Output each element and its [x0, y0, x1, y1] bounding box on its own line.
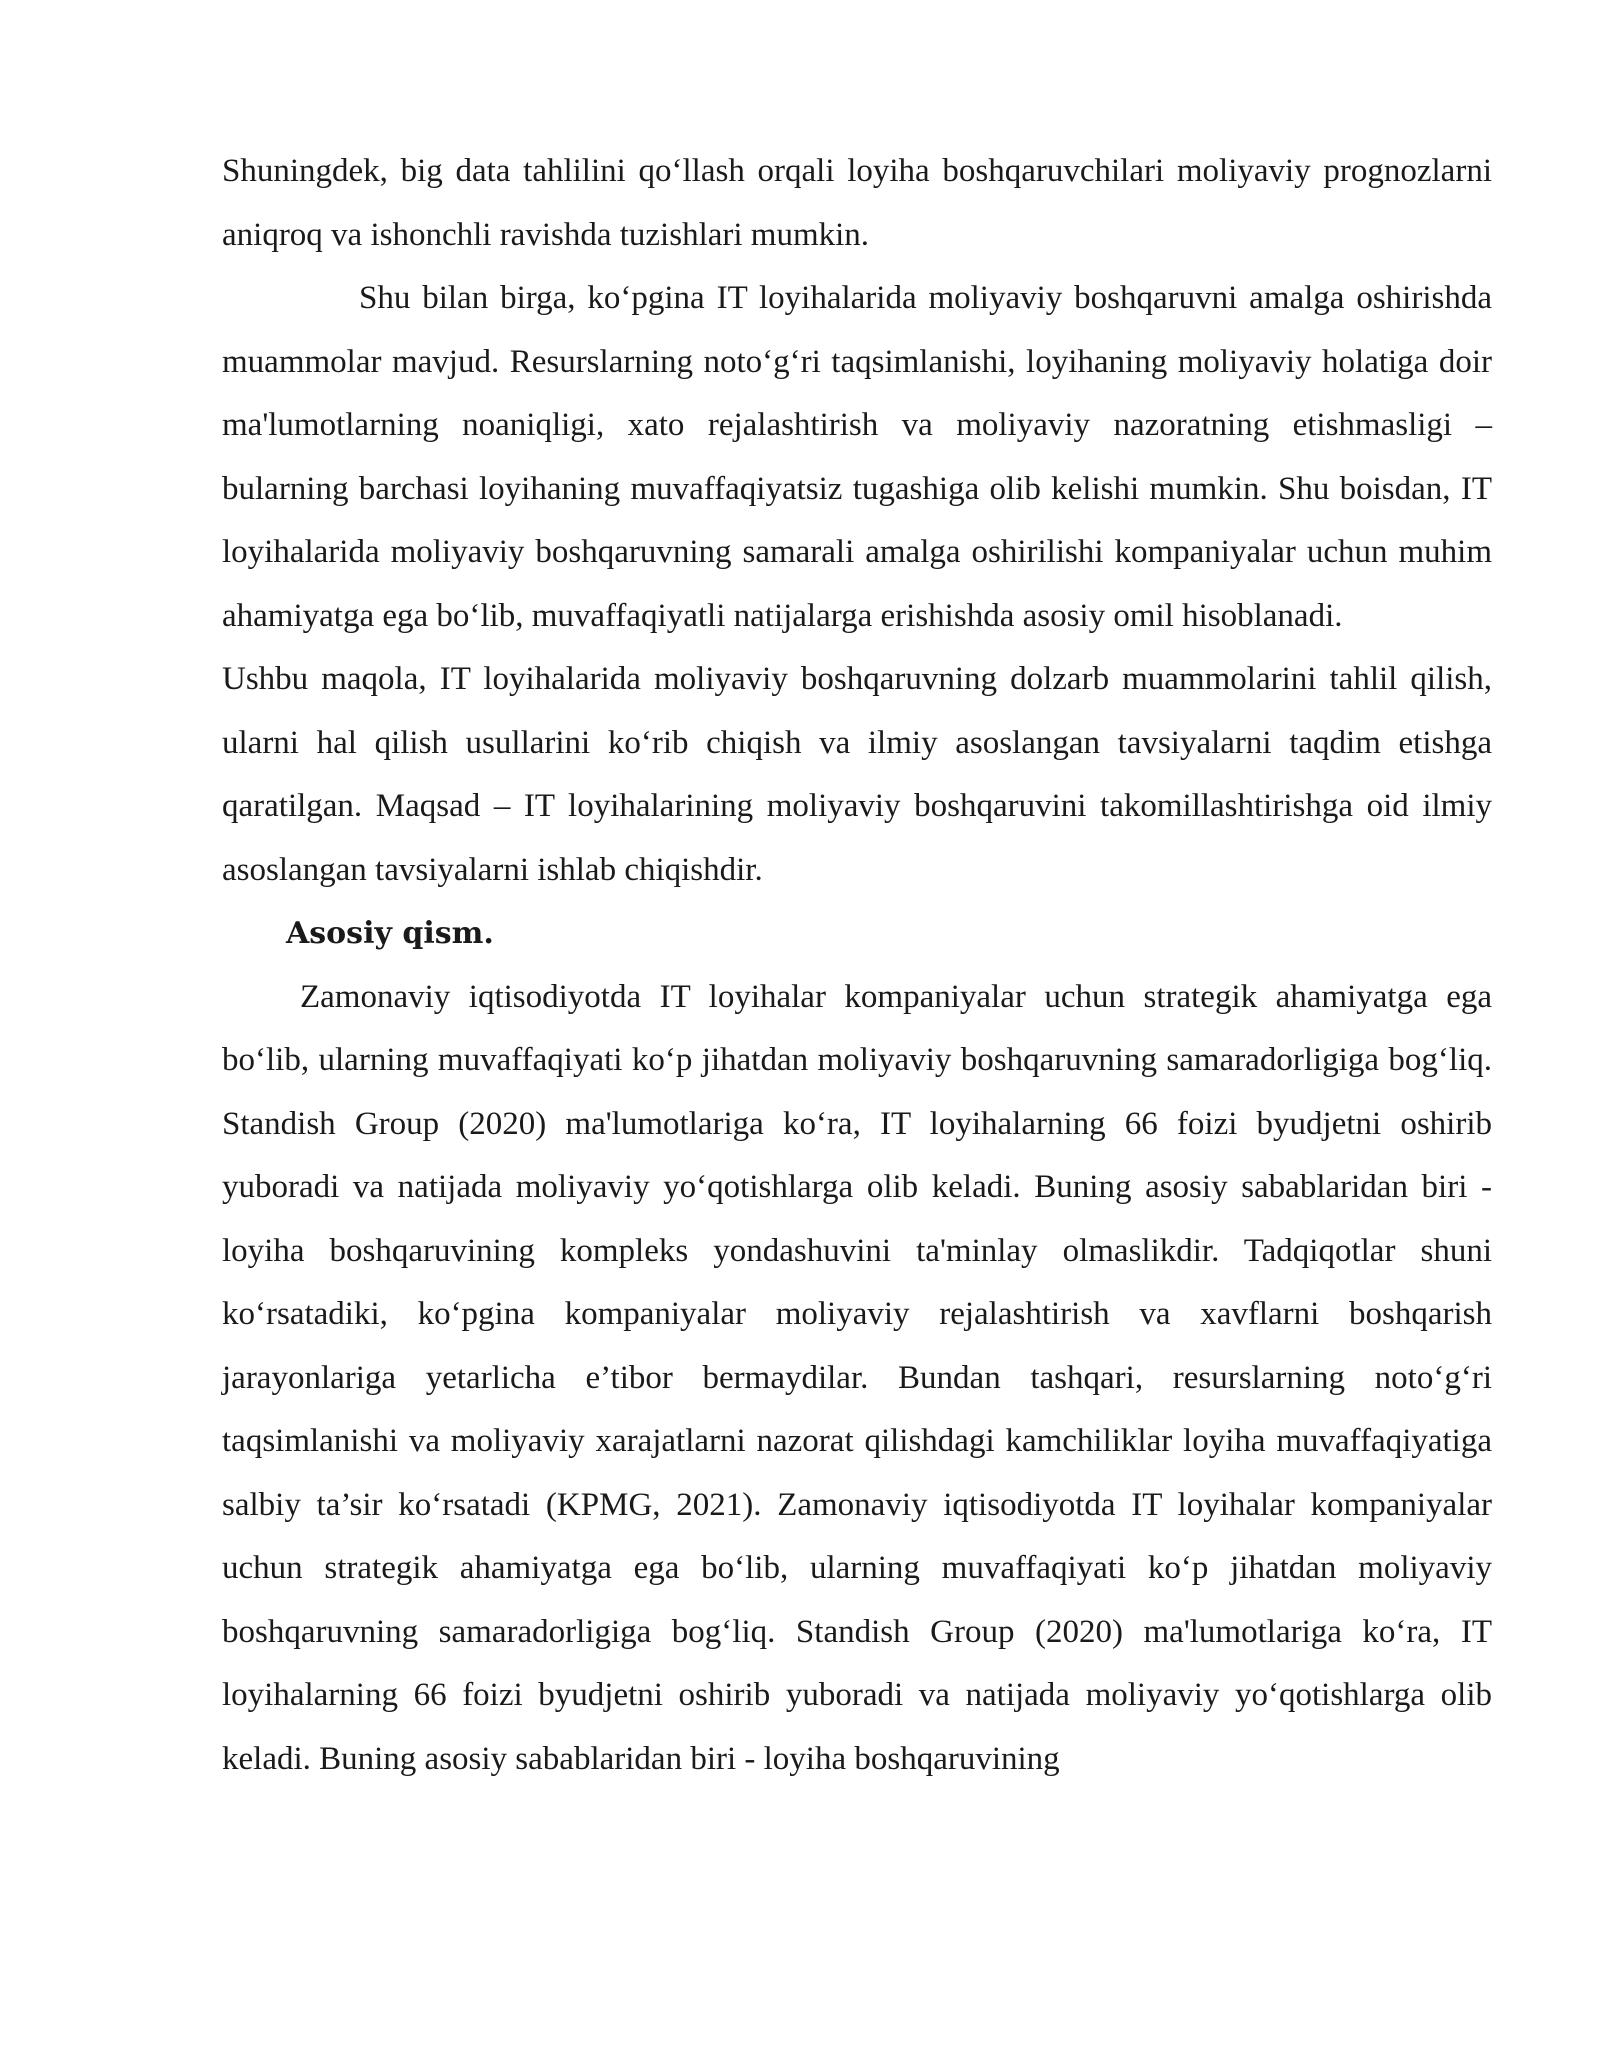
- document-body: [222, 140, 1492, 1791]
- paragraph-big-data: Shuningdek, big data tahlilini qo‘llash orqali loyiha boshqaruvchilari moliyaviy prognozlarni aniqroq va ishonchli ravishda tuzishlari mumkin.: [222, 153, 1492, 253]
- section-heading: Asosiy qism.: [286, 916, 494, 951]
- paragraph-main-section: Zamonaviy iqtisodiyotda IT loyihalar kompaniyalar uchun strategik ahamiyatga ega bo‘lib, ularning muvaffaqiyati ko‘p jihatdan moliyaviy boshqaruvning samaradorligiga bog‘liq. Standish Group (2020) ma'lumotlariga ko‘ra, IT loyihalarning 66 foizi byudjetni oshirib yuboradi va natijada moliyaviy yo‘qotishlarga olib keladi. Buning asosiy sabablaridan biri - loyiha boshqaruvining kompleks yondashuvini ta'minlay olmaslikdir. Tadqiqotlar shuni ko‘rsatadiki, ko‘pgina kompaniyalar moliyaviy rejalashtirish va xavflarni boshqarish jarayonlariga yetarlicha e’tibor bermaydilar. Bundan tashqari, resurslarning noto‘g‘ri taqsimlanishi va moliyaviy xarajatlarni nazorat qilishdagi kamchiliklar loyiha muvaffaqiyatiga salbiy ta’sir ko‘rsatadi (KPMG, 2021). Zamonaviy iqtisodiyotda IT loyihalar kompaniyalar uchun strategik ahamiyatga ega bo‘lib, ularning muvaffaqiyati ko‘p jihatdan moliyaviy boshqaruvning samaradorligiga bog‘liq. Standish Group (2020) ma'lumotlariga ko‘ra, IT loyihalarning 66 foizi byudjetni oshirib yuboradi va natijada moliyaviy yo‘qotishlarga olib keladi. Buning asosiy sabablaridan biri - loyiha boshqaruvining: [222, 978, 1492, 1777]
- paragraph-problems: Shu bilan birga, ko‘pgina IT loyihalarida moliyaviy boshqaruvni amalga oshirishda muammolar mavjud. Resurslarning noto‘g‘ri taqsimlanishi, loyihaning moliyaviy holatiga doir ma'lumotlarning noaniqligi, xato rejalashtirish va moliyaviy nazoratning etishmasligi – bularning barchasi loyihaning muvaffaqiyatsiz tugashiga olib kelishi mumkin. Shu boisdan, IT loyihalarida moliyaviy boshqaruvning samarali amalga oshirilishi kompaniyalar uchun muhim ahamiyatga ega bo‘lib, muvaffaqiyatli natijalarga erishishda asosiy omil hisoblanadi.: [222, 280, 1492, 634]
- paragraph-article-purpose: Ushbu maqola, IT loyihalarida moliyaviy boshqaruvning dolzarb muammolarini tahlil qilish, ularni hal qilish usullarini ko‘rib chiqish va ilmiy asoslangan tavsiyalarni taqdim etishga qaratilgan. Maqsad – IT loyihalarining moliyaviy boshqaruvini takomillashtirishga oid ilmiy asoslangan tavsiyalarni ishlab chiqishdir.: [222, 661, 1492, 888]
